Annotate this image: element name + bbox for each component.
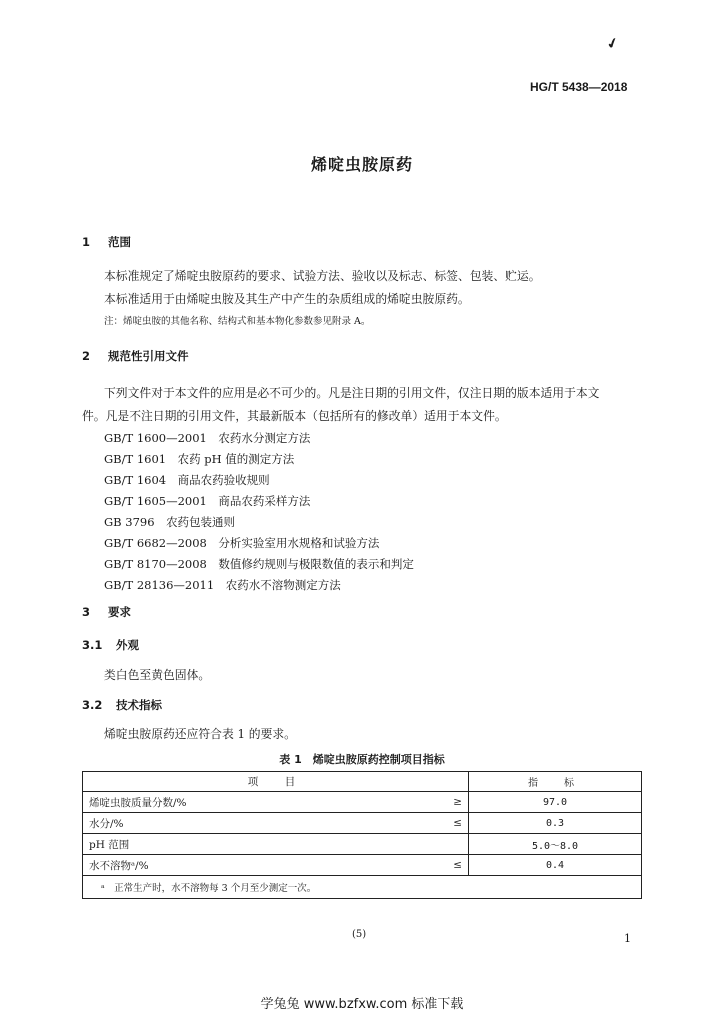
section-1-heading: [82, 234, 131, 250]
page-number: 1: [624, 932, 631, 945]
ref-name: 农药 pH 值的测定方法: [177, 452, 295, 466]
table-footnote: ᵃ 正常生产时，水不溶物每 3 个月至少测定一次。: [83, 876, 642, 899]
table-header-row: [83, 772, 642, 792]
ref-code: GB/T 1604: [104, 473, 167, 487]
ref-code: GB/T 1600—2001: [104, 431, 207, 445]
paragraph: 类白色至黄色固体。: [104, 668, 211, 682]
column-header-value: 指 标: [469, 772, 642, 792]
ref-code: GB/T 8170—2008: [104, 557, 207, 571]
ref-name: 商品农药采样方法: [218, 494, 311, 508]
item-name: pH 范围: [83, 834, 427, 855]
note: 注：烯啶虫胺的其他名称、结构式和基本物化参数参见附录 A。: [104, 316, 371, 327]
paragraph: 烯啶虫胺原药还应符合表 1 的要求。: [104, 727, 296, 741]
ref-name: 数值修约规则与极限数值的表示和判定: [218, 557, 414, 571]
table-row: [83, 855, 642, 876]
item-name: 烯啶虫胺质量分数/%: [83, 792, 427, 813]
spec-table: [82, 771, 642, 899]
ref-name: 农药水不溶物测定方法: [225, 578, 341, 592]
ref-code: GB/T 28136—2011: [104, 578, 215, 592]
table-row: [83, 834, 642, 855]
section-3-heading: [82, 604, 131, 620]
section-title: 要求: [108, 605, 131, 619]
table-caption: 表 1 烯啶虫胺原药控制项目指标: [279, 753, 445, 766]
table-row: [83, 792, 642, 813]
column-header-item: 项 目: [83, 772, 469, 792]
reference-item: [104, 514, 235, 530]
section-title: 规范性引用文件: [108, 349, 189, 363]
paragraph: 件。凡是不注日期的引用文件，其最新版本（包括所有的修改单）适用于本文件。: [82, 409, 507, 423]
ref-name: 商品农药验收规则: [177, 473, 270, 487]
item-value: 0.4: [469, 855, 642, 876]
table-footnote-row: [83, 876, 642, 899]
paragraph: 本标准规定了烯啶虫胺原药的要求、试验方法、验收以及标志、标签、包装、贮运。: [104, 269, 541, 283]
ref-code: GB/T 1605—2001: [104, 494, 207, 508]
paragraph: 本标准适用于由烯啶虫胺及其生产中产生的杂质组成的烯啶虫胺原药。: [104, 292, 470, 306]
section-3-1-heading: [82, 637, 139, 653]
table-row: [83, 813, 642, 834]
section-title: 外观: [116, 638, 139, 652]
document-title: 烯啶虫胺原药: [310, 155, 413, 174]
reference-item: [104, 556, 414, 572]
section-number: 2: [82, 349, 91, 363]
item-value: 97.0: [469, 792, 642, 813]
section-2-heading: [82, 348, 189, 364]
section-number: 3.2: [82, 698, 103, 712]
ref-code: GB 3796: [104, 515, 155, 529]
reference-item: [104, 493, 310, 509]
ref-name: 分析实验室用水规格和试验方法: [218, 536, 380, 550]
comparator: ≤: [426, 813, 469, 834]
comparator: ≥: [426, 792, 469, 813]
item-name: 水分/%: [83, 813, 427, 834]
ref-code: GB/T 6682—2008: [104, 536, 207, 550]
item-name: 水不溶物ᵃ/%: [83, 855, 427, 876]
check-mark-icon: ✔: [604, 34, 622, 54]
section-3-2-heading: [82, 697, 162, 713]
section-number: 3: [82, 605, 91, 619]
section-number: 1: [82, 235, 91, 249]
item-value: 5.0～8.0: [469, 834, 642, 855]
watermark-text: 学兔兔 www.bzfxw.com 标准下载: [260, 997, 464, 1012]
reference-item: [104, 430, 310, 446]
standard-number: HG/T 5438—2018: [530, 80, 628, 94]
section-number: 3.1: [82, 638, 103, 652]
reference-item: [104, 577, 341, 593]
ref-name: 农药包装通则: [166, 515, 236, 529]
reference-item: [104, 472, 270, 488]
page-marker: (5): [352, 929, 367, 940]
ref-code: GB/T 1601: [104, 452, 167, 466]
comparator: ≤: [426, 855, 469, 876]
section-title: 范围: [108, 235, 131, 249]
comparator: [426, 834, 469, 855]
reference-item: [104, 451, 294, 467]
paragraph: 下列文件对于本文件的应用是必不可少的。凡是注日期的引用文件，仅注日期的版本适用于本文: [104, 386, 600, 400]
reference-item: [104, 535, 379, 551]
ref-name: 农药水分测定方法: [218, 431, 311, 445]
item-value: 0.3: [469, 813, 642, 834]
section-title: 技术指标: [116, 698, 162, 712]
